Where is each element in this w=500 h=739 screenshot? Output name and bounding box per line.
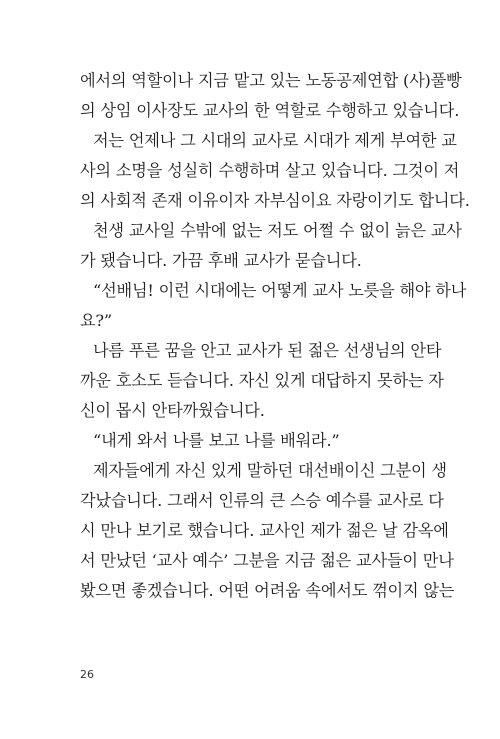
text-line: 의 사회적 존재 이유이자 자부심이요 자랑이기도 합니다.: [80, 191, 470, 210]
text-line: 시 만나 보기로 했습니다. 교사인 제가 젊은 날 감옥에: [80, 521, 449, 540]
text-line: 각났습니다. 그래서 인류의 큰 스승 예수를 교사로 다: [80, 491, 444, 510]
text-line: 저는 언제나 그 시대의 교사로 시대가 제게 부여한 교: [93, 131, 457, 150]
text-line: 제자들에게 자신 있게 말하던 대선배이신 그분이 생: [93, 461, 447, 480]
text-line: 나름 푸른 꿈을 안고 교사가 된 젊은 선생님의 안타: [93, 341, 442, 360]
text-line: “선배님! 이런 시대에는 어떻게 교사 노릇을 해야 하나: [93, 281, 467, 300]
text-line: 사의 소명을 성실히 수행하며 살고 있습니다. 그것이 저: [80, 161, 460, 180]
text-line: 가 됐습니다. 가끔 후배 교사가 묻습니다.: [80, 251, 362, 270]
text-line: 천생 교사일 수밖에 없는 저도 어쩔 수 없이 늙은 교사: [93, 221, 462, 240]
text-line: “내게 와서 나를 보고 나를 배워라.”: [93, 431, 340, 450]
page-number: 26: [80, 668, 94, 681]
text-line: 신이 몹시 안타까웠습니다.: [80, 401, 265, 420]
text-line: 의 상임 이사장도 교사의 한 역할로 수행하고 있습니다.: [80, 101, 460, 120]
text-line: 서 만났던 ‘교사 예수’ 그분을 지금 젊은 교사들이 만나: [80, 551, 454, 570]
text-line: 에서의 역할이나 지금 맡고 있는 노동공제연합 (사)풀빵: [80, 71, 462, 90]
body-text: [80, 66, 470, 606]
text-line: 까운 호소도 듣습니다. 자신 있게 대답하지 못하는 자: [80, 371, 444, 390]
text-line: 봤으면 좋겠습니다. 어떤 어려움 속에서도 꺾이지 않는: [80, 581, 455, 600]
text-line: 요?”: [80, 311, 112, 330]
